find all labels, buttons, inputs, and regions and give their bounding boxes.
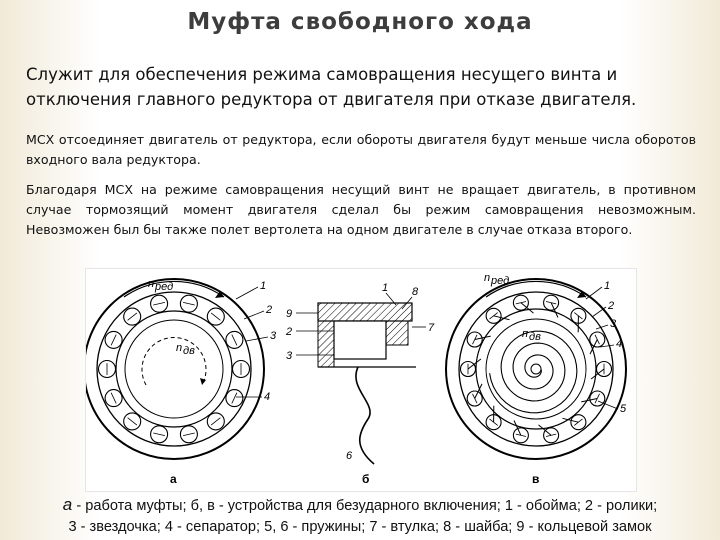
paragraph-1: МСХ отсоединяет двигатель от редуктора, если обороты двигателя будут меньше числа оборотов входного вала редуктора. xyxy=(26,132,696,167)
callout-b-9: 9 xyxy=(286,308,293,320)
n-dv-sub-a: дв xyxy=(183,345,195,357)
panel-a-diagram xyxy=(86,278,277,486)
callout-c-3: 3 xyxy=(610,318,617,330)
callout-c-4: 4 xyxy=(616,338,623,350)
panel-c-diagram xyxy=(446,272,627,486)
slide-title: Муфта свободного хода xyxy=(187,9,533,35)
callout-a-4: 4 xyxy=(264,391,271,403)
panel-label-c: в xyxy=(532,472,540,486)
n-red-sub-c: ред xyxy=(491,275,510,287)
callout-a-3: 3 xyxy=(270,330,277,342)
n-dv-label-a: n xyxy=(176,342,183,354)
caption-line-2: 3 - звездочка; 4 - сепаратор; 5, 6 - пружины; 7 - втулка; 8 - шайба; 9 - кольцевой замок xyxy=(68,519,652,535)
panel-label-b: б xyxy=(362,472,370,486)
paragraph-2: Благодаря МСХ на режиме самовращения несущий винт не вращает двигатель, в противном случае тормозящий момент двигателя сделал бы режим самовращения невозможным. Невозможен был бы также полет вертолета на одном двигателе в случае отказа второго. xyxy=(26,182,696,237)
n-dv-label-c: п xyxy=(522,328,529,340)
callout-b-6: 6 xyxy=(346,450,353,462)
lead-paragraph: Служит для обеспечения режима самовращения несущего винта и отключения главного редуктора от двигателя при отказе двигателя. xyxy=(26,65,637,109)
panel-b-diagram xyxy=(285,282,435,486)
n-dv-sub-c: дв xyxy=(529,331,541,343)
callout-b-7: 7 xyxy=(428,322,435,334)
callout-a-1: 1 xyxy=(260,280,267,292)
callout-a-2: 2 xyxy=(266,304,273,316)
callout-c-1: 1 xyxy=(604,280,611,292)
clutch-figure xyxy=(85,268,637,492)
caption-lead-letter: а xyxy=(62,495,73,514)
figure-caption xyxy=(14,494,706,538)
n-red-label-c: n xyxy=(484,272,491,284)
caption-line-1-text: - работа муфты; б, в - устройства для безударного включения; 1 - обойма; 2 - ролики; xyxy=(72,498,658,514)
panel-label-a: а xyxy=(170,472,177,486)
n-red-label-a: n xyxy=(148,278,155,290)
callout-c-5: 5 xyxy=(620,403,627,415)
callout-b-8: 8 xyxy=(412,286,419,298)
callout-b-3: 3 xyxy=(286,350,293,362)
n-red-sub-a: ред xyxy=(155,281,174,293)
callout-c-2: 2 xyxy=(608,300,615,312)
callout-b-1: 1 xyxy=(382,282,389,294)
callout-b-2: 2 xyxy=(286,326,293,338)
caption-line-1 xyxy=(14,494,706,517)
